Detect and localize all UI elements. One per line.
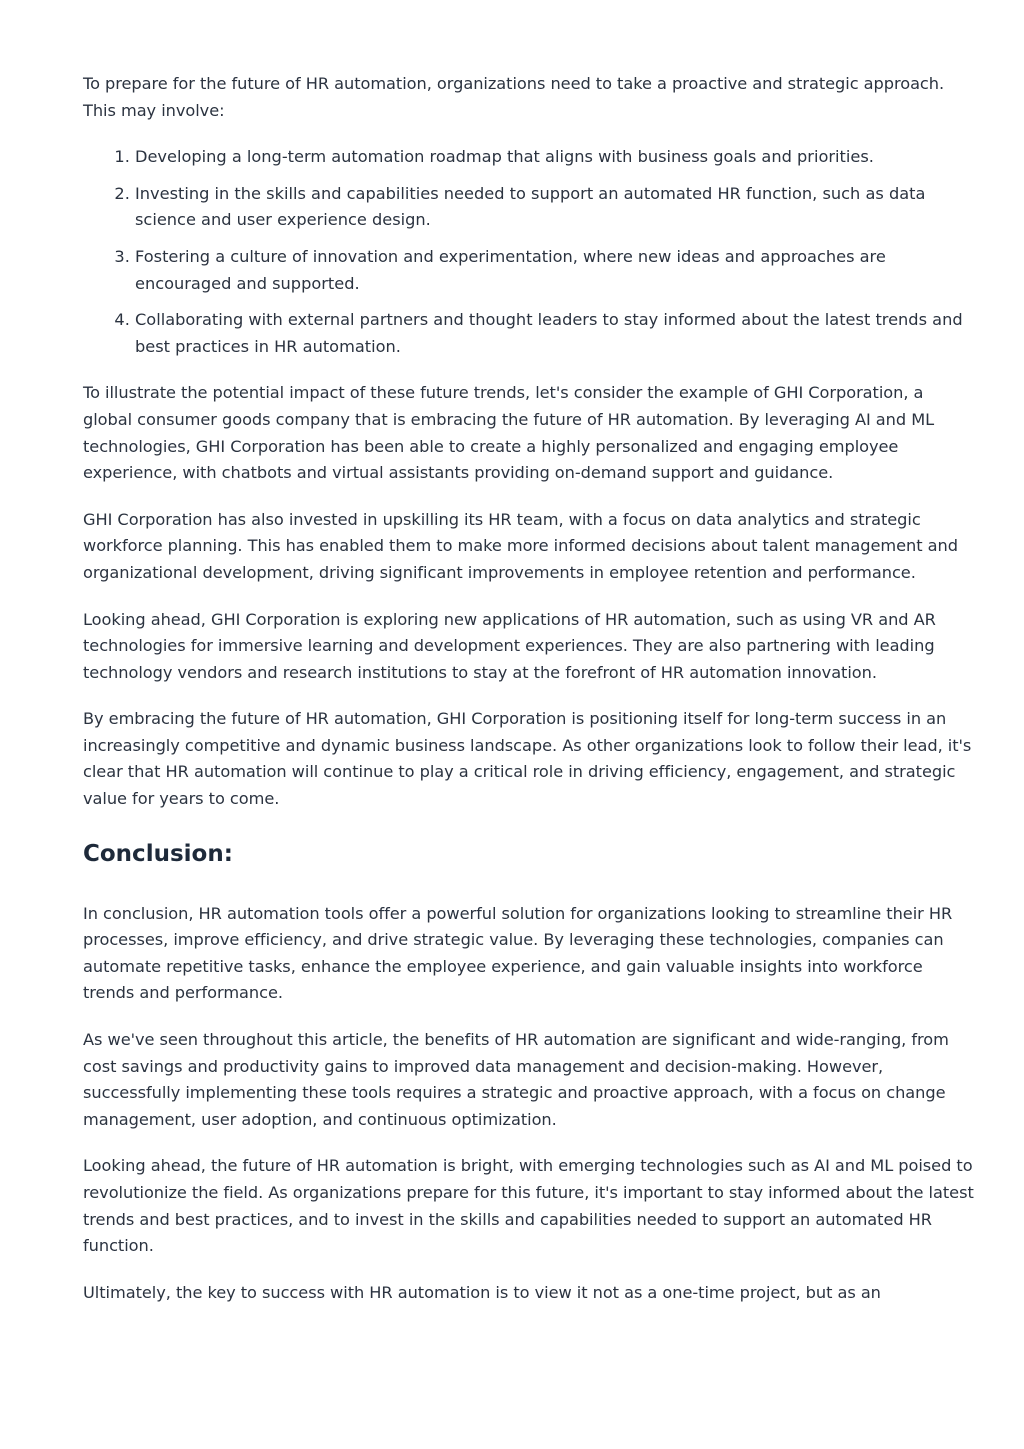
list-item: 1. Developing a long-term automation roadmap that aligns with business goals and priorities. — [135, 144, 975, 171]
conclusion-paragraph: In conclusion, HR automation tools offer a powerful solution for organizations looking to streamline their HR processes, improve efficiency, and drive strategic value. By leveraging these technologies, companies can automate repetitive tasks, enhance the employee experience, and gain valuable insights into workforce trends and performance. — [83, 903, 953, 1003]
intro-paragraph: To prepare for the future of HR automation, organizations need to take a proactive and strategic approach. This may involve: — [83, 74, 945, 120]
list-item: 3. Fostering a culture of innovation and experimentation, where new ideas and approaches are encouraged and supported. — [135, 244, 975, 297]
case-study-paragraph: Looking ahead, GHI Corporation is exploring new applications of HR automation, such as using VR and AR technologies for immersive learning and development experiences. They are also partnering with leading technology vendors and research institutions to stay at the forefront of HR automation innovation. — [83, 609, 936, 682]
conclusion-paragraph: Looking ahead, the future of HR automation is bright, with emerging technologies such as AI and ML poised to revolutionize the field. As organizations prepare for this future, it's important to stay informed about the latest trends and best practices, and to invest in the skills and capabilities needed to support an automated HR function. — [83, 1156, 974, 1256]
list-item: 4. Collaborating with external partners and thought leaders to stay informed about the latest trends and best practices in HR automation. — [135, 307, 975, 360]
conclusion-heading: Conclusion: — [83, 840, 233, 867]
case-study-paragraph: By embracing the future of HR automation, GHI Corporation is positioning itself for long-term success in an increasingly competitive and dynamic business landscape. As other organizations look to follow their lead, it's clear that HR automation will continue to play a critical role in driving efficiency, engagement, and strategic value for years to come. — [83, 709, 972, 809]
list-item: 2. Investing in the skills and capabilities needed to support an automated HR function, such as data science and user experience design. — [135, 181, 975, 234]
document-page — [83, 71, 975, 1326]
conclusion-paragraph: As we've seen throughout this article, the benefits of HR automation are significant and wide-ranging, from cost savings and productivity gains to improved data management and decision-making. However, successfully implementing these tools requires a strategic and proactive approach, with a focus on change management, user adoption, and continuous optimization. — [83, 1030, 949, 1129]
strategy-steps-list — [83, 144, 975, 360]
case-study-paragraph: To illustrate the potential impact of these future trends, let's consider the example of GHI Corporation, a global consumer goods company that is embracing the future of HR automation. By leveraging AI and ML technologies, GHI Corporation has been able to create a highly personalized and engaging employee experience, with chatbots and virtual assistants providing on-demand support and guidance. — [83, 383, 935, 483]
conclusion-paragraph: Ultimately, the key to success with HR automation is to view it not as a one-time project, but as an — [83, 1282, 881, 1302]
case-study-paragraph: GHI Corporation has also invested in upskilling its HR team, with a focus on data analytics and strategic workforce planning. This has enabled them to make more informed decisions about talent management and organizational development, driving significant improvements in employee retention and performance. — [83, 509, 958, 582]
